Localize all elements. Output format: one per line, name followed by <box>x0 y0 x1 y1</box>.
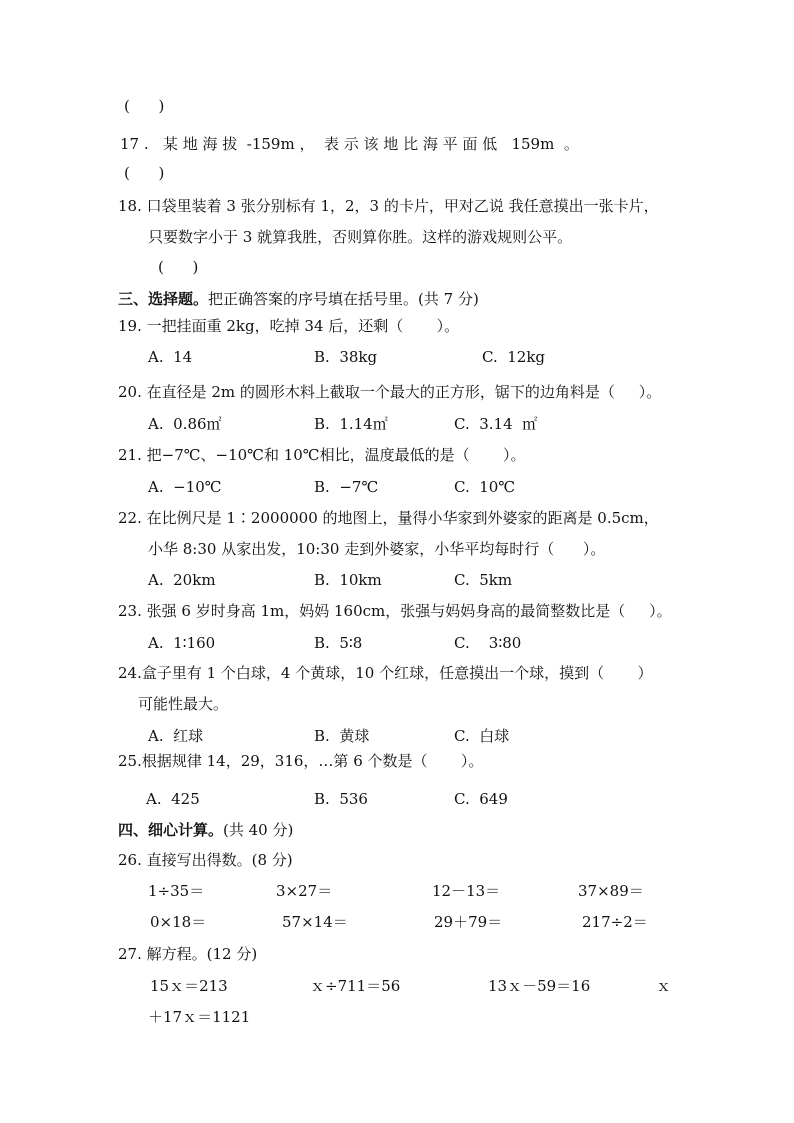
q19-option-c: C. 12kg <box>482 348 546 366</box>
section-3-title: 三、选择题。 <box>118 290 209 308</box>
q26-item: 3×27＝ <box>276 882 333 900</box>
section-3-instructions: 把正确答案的序号填在括号里。(共 7 分) <box>208 290 479 308</box>
q21-option-b: B. −7℃ <box>314 478 379 496</box>
q23-option-a: A. 1∶160 <box>148 634 216 652</box>
q26-item: 57×14＝ <box>282 913 348 931</box>
q27-equation: 13ｘ－59＝16 <box>488 977 591 995</box>
q27-equation-continued: ＋17ｘ＝1121 <box>148 1008 251 1026</box>
q27-equation: 15ｘ＝213 <box>150 977 228 995</box>
section-4-points: (共 40 分) <box>223 821 294 839</box>
q17-stem: 17 . 某 地 海 拔 -159m ， 表 示 该 地 比 海 平 面 低 159m 。 <box>120 135 579 153</box>
q27-equation: ｘ÷711＝56 <box>310 977 401 995</box>
q24-line-2: 可能性最大。 <box>138 695 229 713</box>
q18-line-1: 18. 口袋里装着 3 张分别标有 1，2，3 的卡片，甲对乙说 我任意摸出一张卡片， <box>118 197 659 215</box>
q22-line-2: 小华 8:30 从家出发，10:30 走到外婆家，小华平均每时行（ ）。 <box>148 540 606 558</box>
q21-stem: 21. 把−7℃、−10℃和 10℃相比，温度最低的是（ ）。 <box>118 446 526 464</box>
q27-stem: 27. 解方程。(12 分) <box>118 945 258 963</box>
q22-option-b: B. 10km <box>314 571 382 589</box>
q19-option-b: B. 38kg <box>314 348 378 366</box>
q27-equation: ｘ <box>656 977 672 995</box>
q23-stem: 23. 张强 6 岁时身高 1m，妈妈 160cm，张强与妈妈身高的最简整数比是（ ）。 <box>118 602 672 620</box>
q20-option-b: B. 1.14㎡ <box>314 415 388 433</box>
q23-option-c: C. 3∶80 <box>454 634 522 652</box>
q26-item: 37×89＝ <box>578 882 644 900</box>
q19-stem: 19. 一把挂面重 2kg，吃掉 34 后，还剩（ ）。 <box>118 317 460 335</box>
section-4-title: 四、细心计算。 <box>118 821 224 839</box>
q22-line-1: 22. 在比例尺是 1∶2000000 的地图上，量得小华家到外婆家的距离是 0.5cm， <box>118 509 659 527</box>
q22-option-a: A. 20km <box>148 571 216 589</box>
q24-line-1: 24.盒子里有 1 个白球，4 个黄球，10 个红球，任意摸出一个球，摸到（ ） <box>118 664 653 682</box>
q24-option-c: C. 白球 <box>454 727 510 745</box>
section-3-heading <box>118 289 479 309</box>
q20-stem: 20. 在直径是 2m 的圆形木料上截取一个最大的正方形，锯下的边角料是（ ）。 <box>118 383 662 401</box>
q26-item: 0×18＝ <box>150 913 207 931</box>
q26-item: 217÷2＝ <box>582 913 648 931</box>
q26-item: 29＋79＝ <box>434 913 503 931</box>
q22-option-c: C. 5km <box>454 571 513 589</box>
q26-item: 12－13＝ <box>432 882 501 900</box>
q25-stem: 25.根据规律 14，29，316，…第 6 个数是（ ）。 <box>118 752 484 770</box>
q26-stem: 26. 直接写出得数。(8 分) <box>118 851 293 869</box>
q19-option-a: A. 14 <box>148 348 193 366</box>
q18-answer-paren: ( ) <box>158 258 199 276</box>
q17-answer-paren: ( ) <box>124 164 165 182</box>
q24-option-a: A. 红球 <box>148 727 204 745</box>
q25-option-c: C. 649 <box>454 790 508 808</box>
q16-answer-paren: ( ) <box>124 97 165 115</box>
q23-option-b: B. 5∶8 <box>314 634 363 652</box>
q20-option-c: C. 3.14 ㎡ <box>454 415 538 433</box>
q24-option-b: B. 黄球 <box>314 727 370 745</box>
q25-option-b: B. 536 <box>314 790 368 808</box>
section-4-heading <box>118 820 293 840</box>
q20-option-a: A. 0.86㎡ <box>148 415 222 433</box>
q21-option-c: C. 10℃ <box>454 478 516 496</box>
q18-line-2: 只要数字小于 3 就算我胜，否则算你胜。这样的游戏规则公平。 <box>148 228 573 246</box>
q25-option-a: A. 425 <box>146 790 200 808</box>
q26-item: 1÷35＝ <box>148 882 205 900</box>
q21-option-a: A. −10℃ <box>148 478 222 496</box>
